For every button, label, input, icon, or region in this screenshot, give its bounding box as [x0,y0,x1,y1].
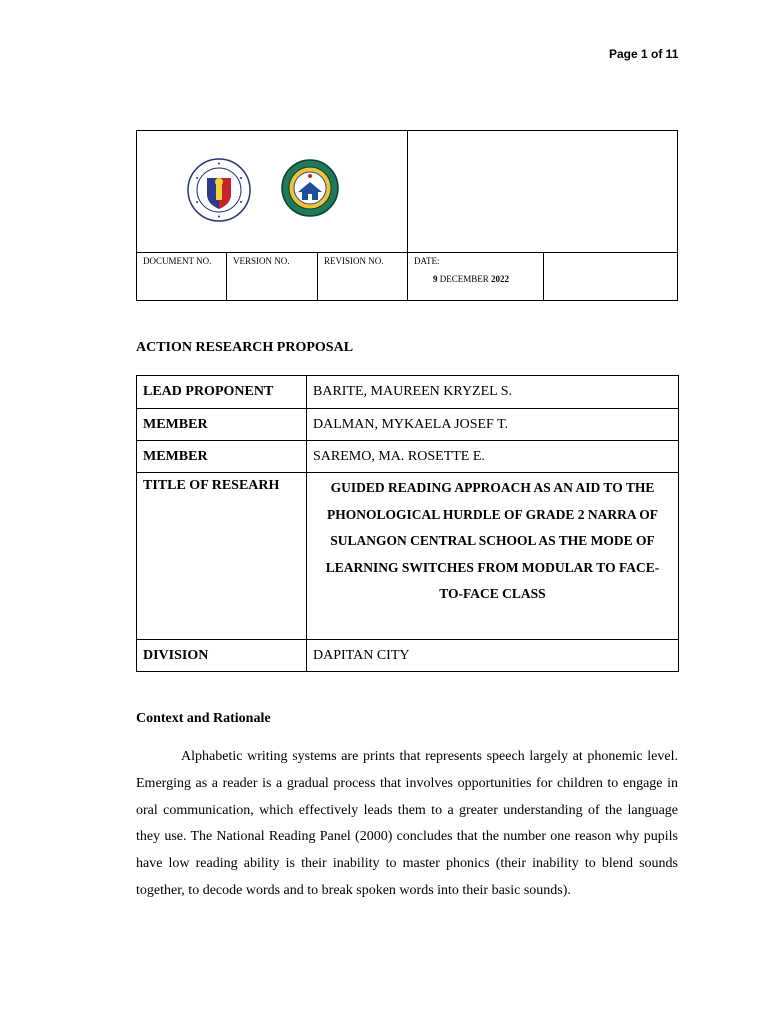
version-no-cell [227,253,318,301]
header-divider-vertical [407,131,408,252]
document-header-box [136,130,678,301]
member-value: SAREMO, MA. ROSETTE E. [307,441,679,473]
revision-no-label: REVISION NO. [324,256,384,266]
title-of-research-value: GUIDED READING APPROACH AS AN AID TO THE PHONOLOGICAL HURDLE OF GRADE 2 NARRA OF SULANGON CENTRAL SCHOOL AS THE MODE OF LEARNING SWITCHES FROM MODULAR TO FACE-TO-FACE CLASS [307,473,679,640]
lead-proponent-value: BARITE, MAUREEN KRYZEL S. [307,376,679,409]
date-cell [408,253,544,301]
table-row [137,441,679,473]
date-label: DATE: [414,256,440,266]
date-value: 9 DECEMBER 2022 [433,274,510,284]
table-row [137,409,679,441]
title-of-research-label: TITLE OF RESEARH [137,473,307,640]
context-heading: Context and Rationale [136,711,271,726]
member-label: MEMBER [137,409,307,441]
school-seal-logo [281,158,339,218]
lead-proponent-label: LEAD PROPONENT [137,376,307,409]
member-label: MEMBER [137,441,307,473]
section-title: ACTION RESEARCH PROPOSAL [136,340,354,355]
document-no-cell [137,253,227,301]
document-no-label: DOCUMENT NO. [143,256,212,266]
revision-no-cell [318,253,408,301]
empty-header-cell [544,253,677,301]
version-no-label: VERSION NO. [233,256,290,266]
table-row [137,473,679,640]
member-value: DALMAN, MYKAELA JOSEF T. [307,409,679,441]
division-value: DAPITAN CITY [307,640,679,672]
table-row [137,376,679,409]
division-label: DIVISION [137,640,307,672]
context-paragraph: Alphabetic writing systems are prints that represents speech largely at phonemic level. Emerging as a reader is a gradual process that involves opportunities for children to engage in oral communication, which effectively leads them to a greater understanding of the language they use. The National Reading Panel (2000) concludes that the number one reason why pupils have low reading ability is their inability to master phonics (their inability to blend sounds together, to decode words and to break spoken words into their basic sounds). [136,749,678,898]
deped-seal-logo [187,158,251,222]
table-row [137,640,679,672]
proposal-table [136,375,679,672]
page-number: Page 1 of 11 [609,47,679,61]
